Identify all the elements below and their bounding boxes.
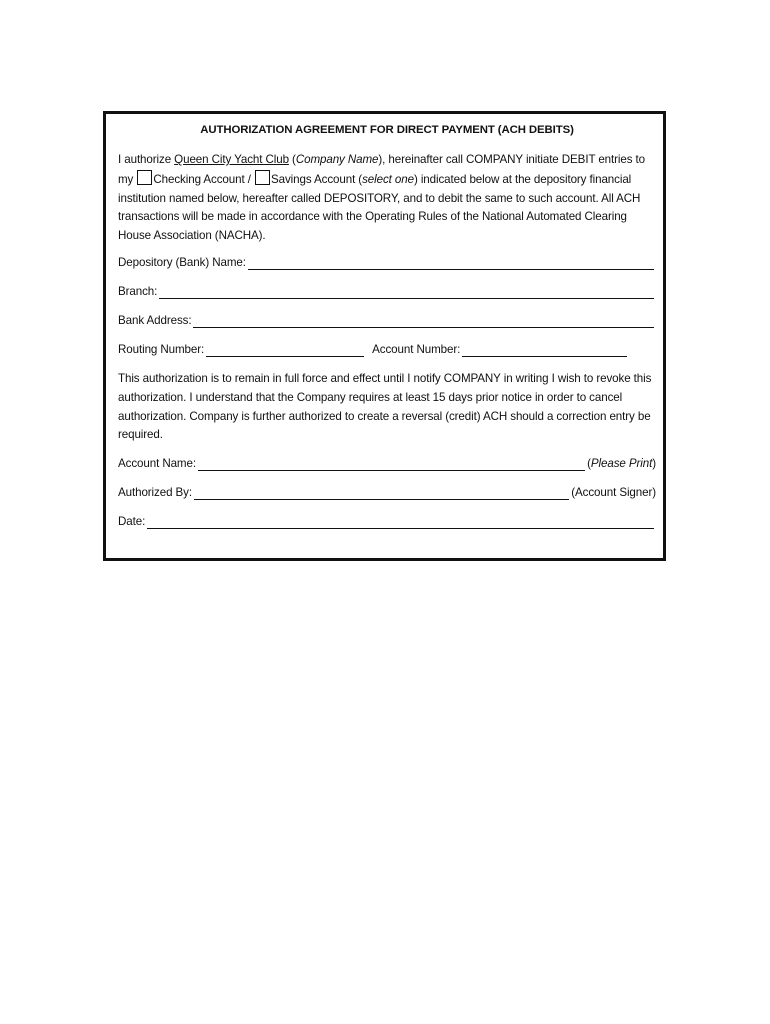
p1-text-4: ) indicated below at the depository financial institution named below, hereafter called DEPOSITORY, and to debit the same to such account. All ACH transactions will be made in accordance with the Operating Rules of the National Automated Clearing House Association (NACHA). — [118, 172, 641, 243]
authorized-by-row — [118, 486, 656, 504]
company-name: Queen City Yacht Club — [174, 153, 289, 166]
form-title: AUTHORIZATION AGREEMENT FOR DIRECT PAYMENT (ACH DEBITS) — [200, 124, 574, 136]
checking-account-label: Checking Account / — [153, 172, 254, 186]
authorized-by-label: Authorized By: — [118, 486, 192, 499]
revocation-paragraph: This authorization is to remain in full force and effect until I notify COMPANY in writing I wish to revoke this authorization. I understand that the Company requires at least 15 days prior notice in order to cancel authorization. Company is further authorized to create a reversal (credit) ACH should a correction entry be required. — [118, 372, 652, 442]
account-name-row — [118, 457, 656, 475]
depository-name-row — [118, 256, 656, 274]
branch-field[interactable] — [159, 288, 654, 299]
depository-name-label: Depository (Bank) Name: — [118, 256, 246, 269]
p1-text-1: I authorize — [118, 153, 175, 166]
authorization-form — [103, 111, 666, 561]
select-one-label: select one — [362, 172, 414, 186]
bank-address-field[interactable] — [193, 317, 654, 328]
bank-address-row — [118, 314, 656, 332]
authorized-by-field[interactable] — [194, 489, 569, 500]
account-name-label: Account Name: — [118, 457, 196, 470]
account-name-field[interactable] — [198, 460, 585, 471]
savings-account-label: Savings Account ( — [270, 172, 363, 186]
date-field[interactable] — [147, 518, 654, 529]
please-print-note: (Please Print) — [587, 457, 656, 470]
checking-account-checkbox[interactable] — [137, 170, 152, 185]
account-number-label: Account Number: — [372, 343, 461, 356]
p1-text-2: ( — [288, 153, 296, 166]
account-signer-note: (Account Signer) — [571, 486, 656, 499]
depository-name-field[interactable] — [248, 259, 654, 270]
routing-number-field[interactable] — [206, 346, 364, 357]
branch-row — [118, 285, 656, 303]
date-label: Date: — [118, 515, 146, 528]
company-name-label: Company Name — [295, 153, 379, 166]
account-number-field[interactable] — [462, 346, 627, 357]
p1-text-3: ), hereinafter call COMPANY initiate DEBIT entries to my — [118, 153, 646, 186]
authorization-paragraph — [118, 151, 656, 246]
routing-account-row — [118, 343, 656, 361]
branch-label: Branch: — [118, 285, 158, 298]
savings-account-checkbox[interactable] — [255, 170, 270, 185]
bank-address-label: Bank Address: — [118, 314, 192, 327]
date-row — [118, 515, 656, 533]
routing-number-label: Routing Number: — [118, 343, 205, 356]
please-print-text: Please Print — [590, 457, 653, 470]
